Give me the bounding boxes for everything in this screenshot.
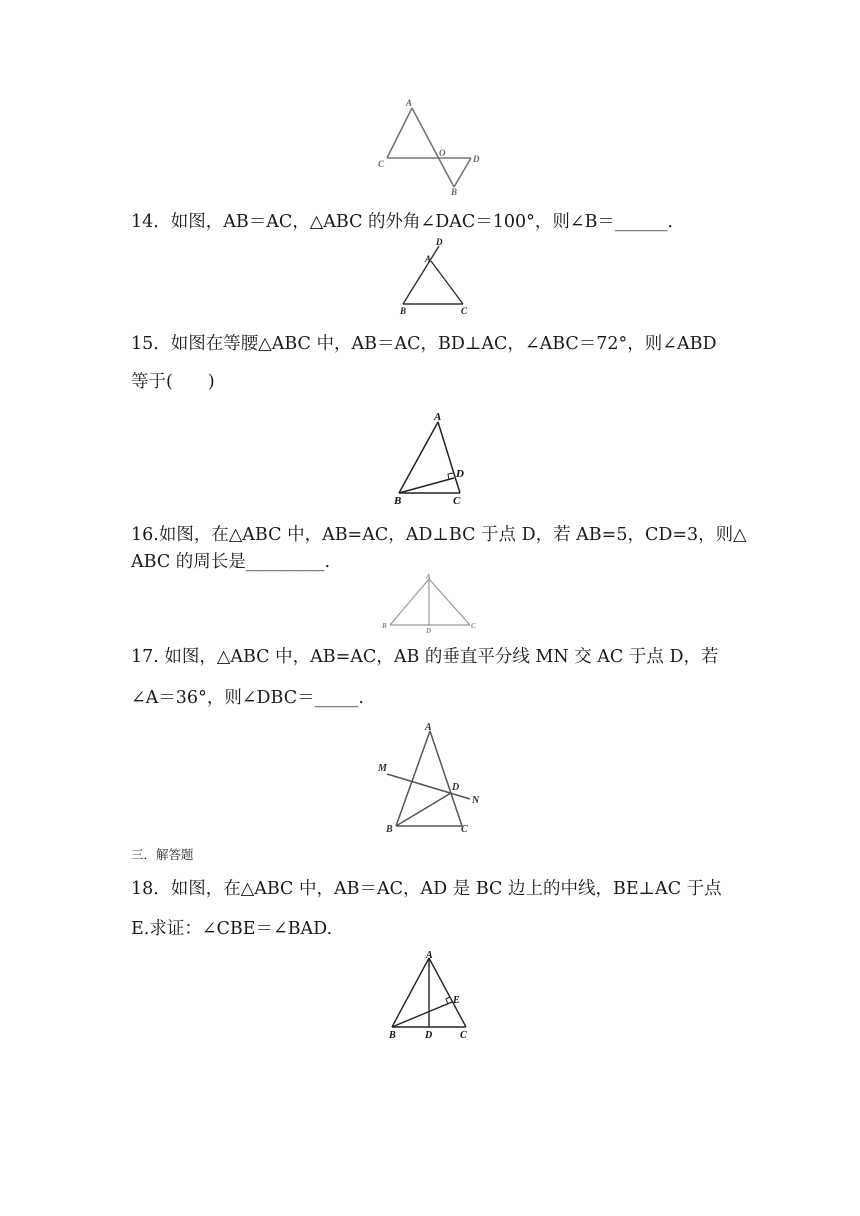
label-E: E: [453, 995, 460, 1006]
label-B: B: [386, 824, 393, 835]
question-15-line-1: 15．如图在等腰△ABC 中，AB＝AC，BD⊥AC，∠ABC＝72°，则∠ABD: [131, 334, 717, 354]
label-A: A: [434, 411, 442, 423]
figure-q17-svg: [370, 718, 490, 838]
question-17-line-1: 17. 如图，△ABC 中，AB=AC，AB 的垂直平分线 MN 交 AC 于点 D，若: [131, 647, 719, 667]
figure-q14-svg: [390, 234, 480, 319]
label-B: B: [451, 187, 458, 197]
question-16-line-2: ABC 的周长是_________.: [131, 552, 331, 572]
figure-q17: [370, 718, 490, 838]
label-B: B: [400, 306, 407, 316]
label-A: A: [406, 98, 413, 108]
label-M: M: [378, 763, 387, 774]
figure-q13: [370, 95, 490, 200]
figure-q16: [380, 572, 480, 634]
section-heading-3: 三．解答题: [131, 847, 194, 862]
figure-q16-svg: [380, 572, 480, 634]
label-B: B: [389, 1030, 396, 1041]
figure-q13-svg: [370, 95, 490, 200]
figure-q15: [385, 408, 480, 508]
figure-q14: [390, 234, 480, 319]
label-B: B: [394, 495, 402, 507]
question-14: 14．如图，AB＝AC，△ABC 的外角∠DAC＝100°，则∠B＝______.: [131, 212, 673, 232]
label-C: C: [378, 159, 385, 169]
label-D: D: [425, 1030, 433, 1041]
label-C: C: [460, 1030, 467, 1041]
label-A: A: [425, 722, 432, 733]
label-A: A: [426, 573, 431, 581]
question-17-line-2: ∠A＝36°，则∠DBC＝_____.: [131, 688, 364, 708]
label-A: A: [425, 254, 432, 264]
question-15-line-2: 等于( ): [131, 372, 215, 392]
label-N: N: [472, 795, 480, 806]
label-D: D: [473, 154, 480, 164]
question-18-line-1: 18．如图，在△ABC 中，AB＝AC，AD 是 BC 边上的中线，BE⊥AC 于点: [131, 879, 722, 899]
figure-q15-svg: [385, 408, 480, 508]
label-B: B: [382, 622, 387, 630]
figure-q18-svg: [380, 948, 480, 1043]
label-C: C: [453, 495, 461, 507]
question-18-line-2: E.求证：∠CBE＝∠BAD.: [131, 919, 333, 939]
label-O: O: [439, 148, 446, 158]
label-D: D: [436, 237, 443, 247]
label-C: C: [471, 622, 476, 630]
label-A: A: [426, 950, 433, 961]
label-D: D: [456, 468, 464, 480]
label-C: C: [461, 824, 468, 835]
label-C: C: [461, 306, 468, 316]
figure-q18: [380, 948, 480, 1043]
label-D: D: [426, 627, 432, 635]
label-D: D: [452, 782, 460, 793]
question-16-line-1: 16.如图，在△ABC 中，AB=AC，AD⊥BC 于点 D，若 AB=5，CD=3，则△: [131, 525, 747, 545]
